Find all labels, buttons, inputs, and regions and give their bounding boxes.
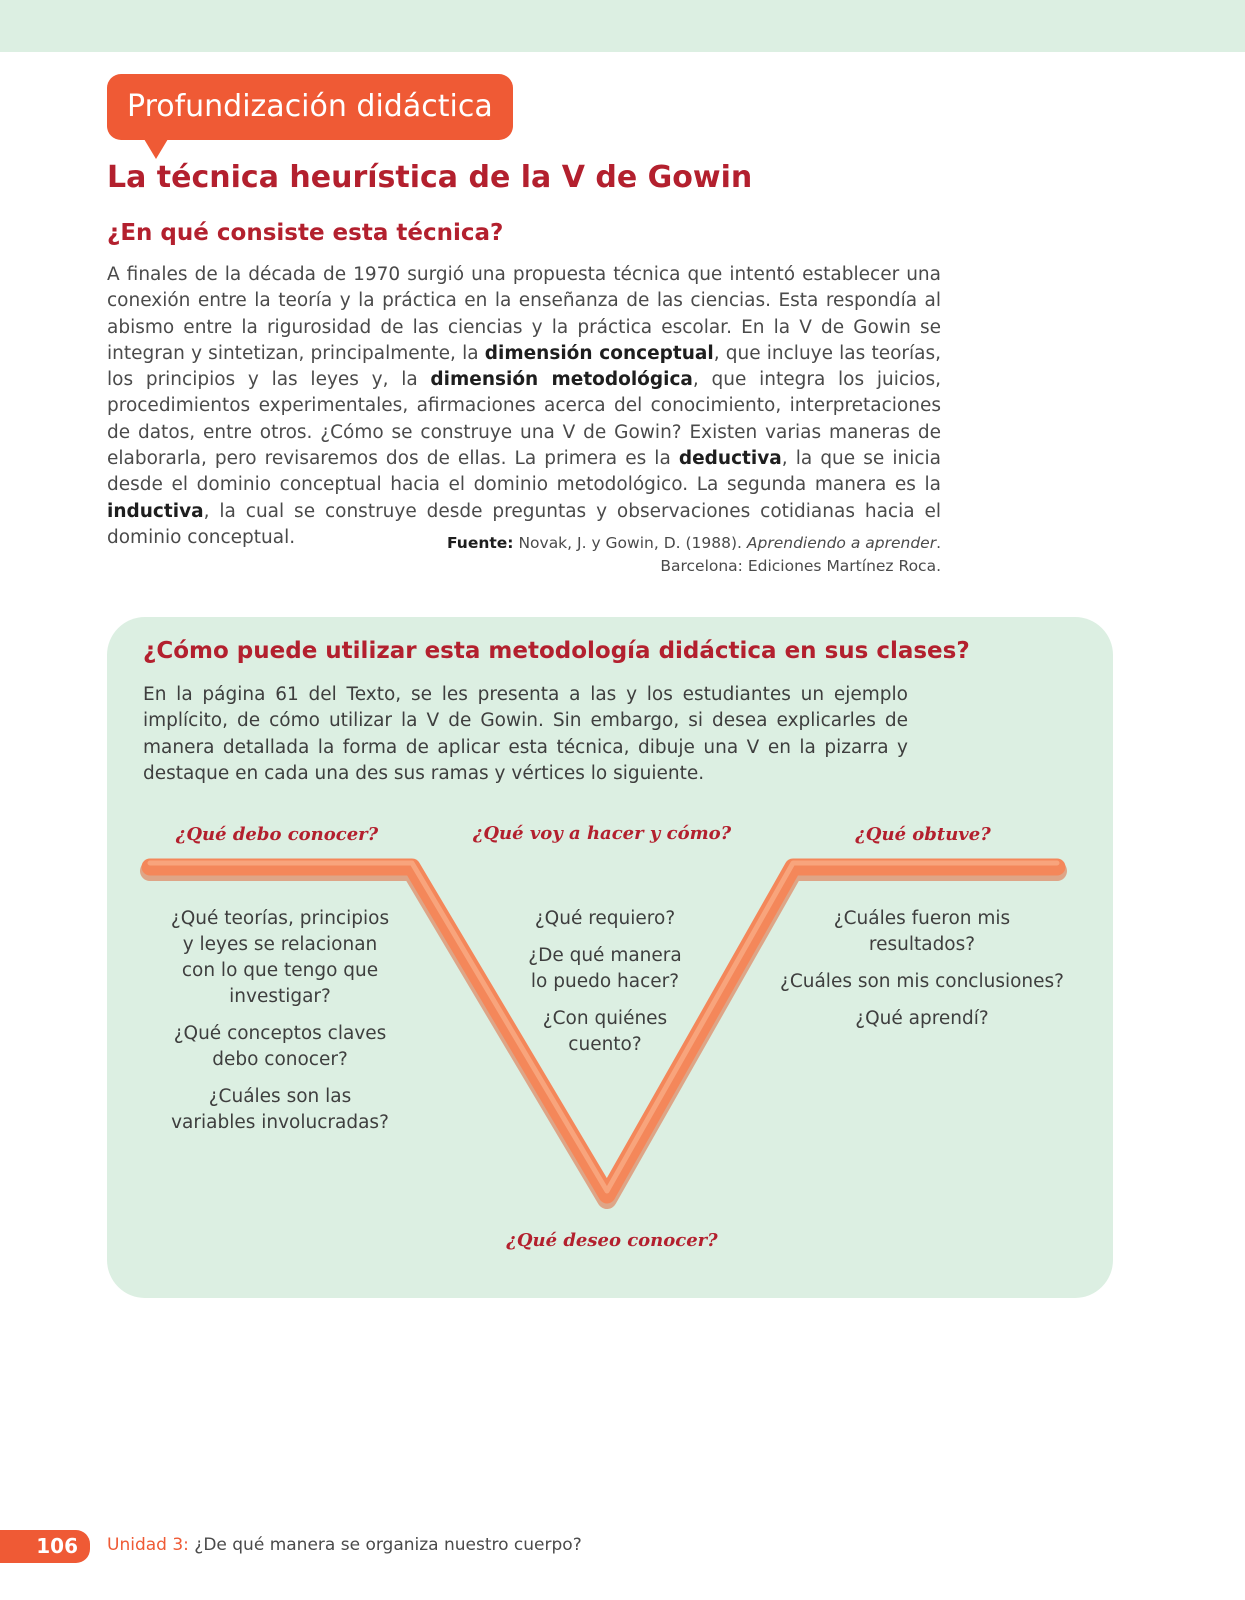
source-book: Aprendiendo a aprender (746, 534, 937, 552)
box-title: ¿Cómo puede utilizar esta metodología didáctica en sus clases? (143, 638, 970, 664)
center-question: ¿Con quiénes cuento? (542, 1008, 668, 1055)
body-text-1: A finales de la década de 1970 surgió una propuesta técnica que intentó establecer una conexión entre la teoría y la práctica en la enseñanza de las ciencias. Esta respondía al abismo entre la rigurosidad de las ciencias y la práctica escolar. En la V de Gowin se integran y sintetizan, principalmente, la (107, 264, 941, 364)
term-metodologica: dimensión metodológica (430, 369, 693, 391)
right-questions (777, 906, 1067, 1043)
left-question: ¿Cuáles son las variables involucradas? (171, 1086, 389, 1133)
footer-unit (107, 1535, 582, 1555)
body-text-5: , la cual se construye desde preguntas y observaciones cotidianas hacia el dominio conceptual. (107, 500, 941, 548)
heading-center: ¿Qué voy a hacer y cómo? (472, 823, 732, 844)
unit-label: Unidad 3: (107, 1535, 189, 1555)
page-number: 106 (0, 1530, 90, 1563)
center-question: ¿Qué requiero? (534, 908, 676, 929)
center-question: ¿De qué manera lo puedo hacer? (528, 945, 682, 992)
center-questions (520, 906, 690, 1069)
section-tag: Profundización didáctica (107, 74, 513, 140)
term-conceptual: dimensión conceptual (484, 342, 714, 364)
left-question: ¿Qué teorías, principios y leyes se relacionan con lo que tengo que investigar? (170, 908, 390, 1007)
right-question: ¿Cuáles fueron mis resultados? (833, 908, 1011, 955)
left-questions (164, 906, 396, 1147)
heading-left: ¿Qué debo conocer? (175, 824, 379, 845)
term-inductiva: inductiva (107, 500, 204, 522)
heading-bottom: ¿Qué deseo conocer? (506, 1230, 718, 1251)
right-question: ¿Qué aprendí? (855, 1008, 989, 1029)
source-authors: Novak, J. y Gowin, D. (1988). (518, 534, 747, 552)
section-subtitle: ¿En qué consiste esta técnica? (107, 220, 504, 246)
left-question: ¿Qué conceptos claves debo conocer? (173, 1023, 387, 1070)
box-text: En la página 61 del Texto, se les presenta a las y los estudiantes un ejemplo implícito, de cómo utilizar la V de Gowin. Sin embargo, si desea explicarles de manera detallada la forma de aplicar esta técnica, dibuje una V en la pizarra y destaque en cada una des sus ramas y vértices lo siguiente. (143, 684, 908, 784)
source-label: Fuente: (446, 534, 514, 552)
heading-right: ¿Qué obtuve? (855, 824, 991, 845)
right-question: ¿Cuáles son mis conclusiones? (780, 971, 1064, 992)
unit-title: ¿De qué manera se organiza nuestro cuerpo? (188, 1535, 582, 1555)
term-deductiva: deductiva (678, 448, 782, 470)
source-publisher: Barcelona: Ediciones Martínez Roca. (660, 557, 941, 575)
body-text-2: , que incluye las teorías, los principios y las leyes y, la (107, 342, 941, 391)
body-text-4: , la que se inicia desde el dominio conceptual hacia el dominio metodológico. La segunda manera es la (107, 448, 942, 496)
source-dot: . (936, 534, 941, 552)
body-text-3: , que integra los juicios, procedimientos experimentales, afirmaciones acerca del conocimiento, interpretaciones de datos, entre otros. ¿Cómo se construye una V de Gowin? Existen varias maneras de elaborarla, pero revisaremos dos de ellas. La primera es la (107, 369, 941, 470)
page-title: La técnica heurística de la V de Gowin (107, 160, 753, 195)
